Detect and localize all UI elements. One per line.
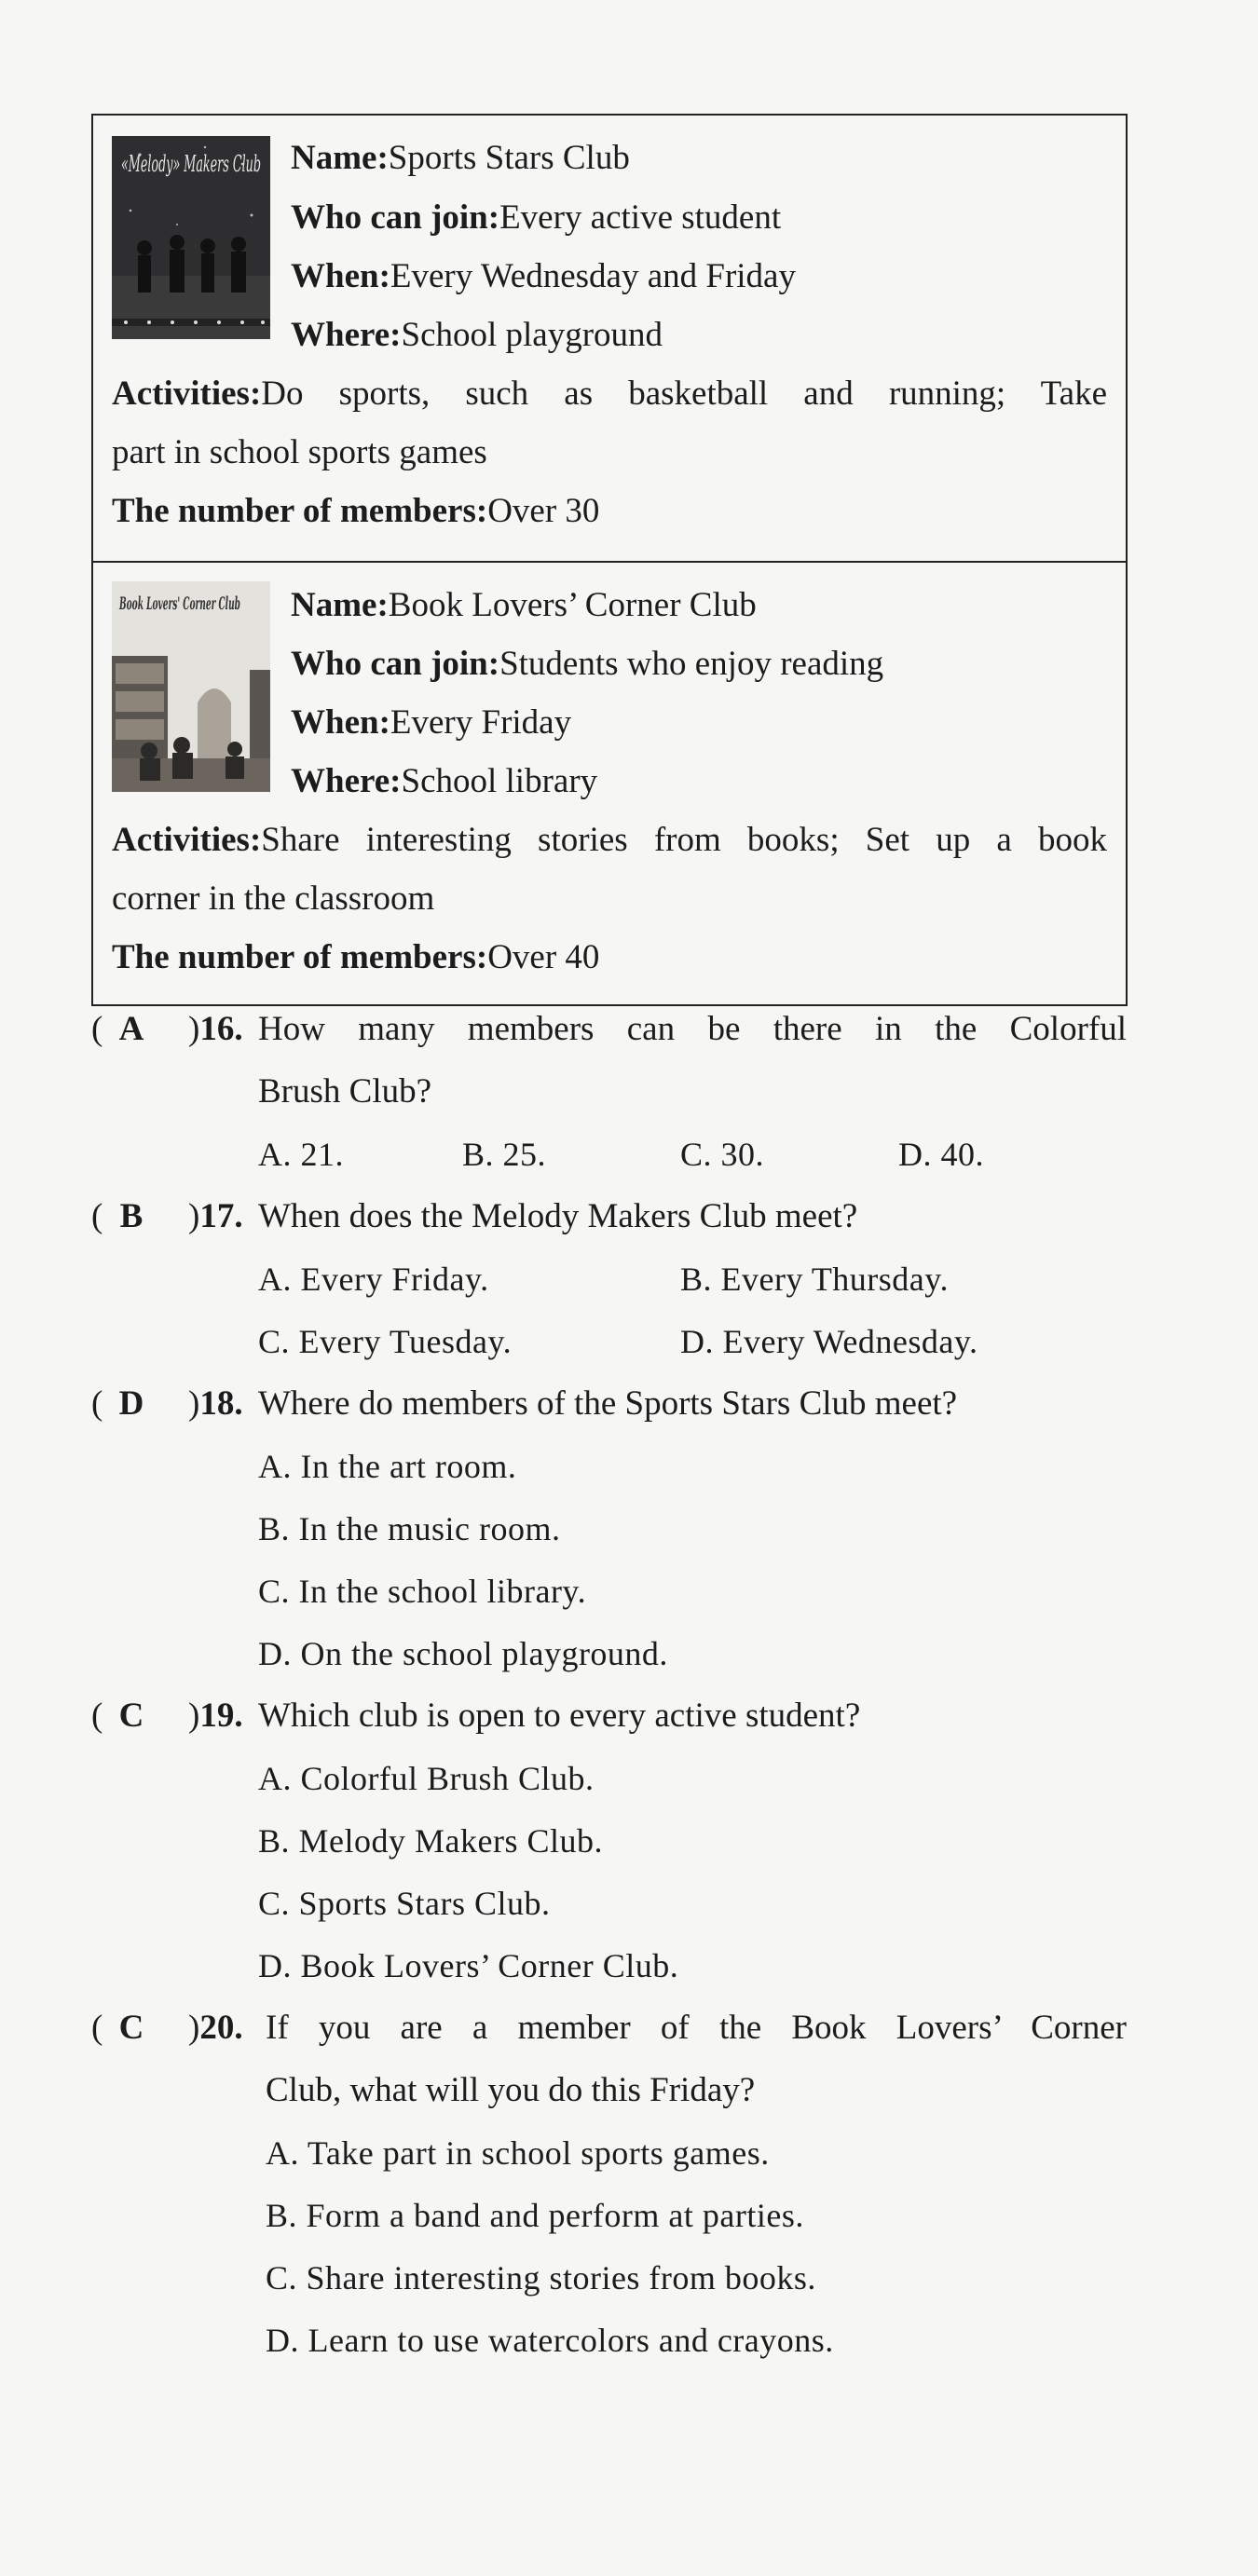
option-a[interactable]: A. In the art room. — [258, 1448, 517, 1485]
question-text: Which club is open to every active student? — [258, 1697, 861, 1735]
activities-row — [112, 820, 1107, 861]
option-a[interactable]: A. Take part in school sports games. — [266, 2134, 770, 2172]
image-title-text: Book Lovers' Corner Club — [118, 593, 241, 614]
name-label: Name: — [291, 586, 389, 624]
option-d[interactable]: D. Every Wednesday. — [680, 1323, 978, 1360]
answer-bracket: ( A — [91, 1009, 103, 1050]
join-label: Who can join: — [291, 645, 500, 683]
activities-label: Activities: — [112, 375, 262, 413]
option-c[interactable]: C. Share interesting stories from books. — [266, 2259, 816, 2297]
answer-letter: C — [118, 2009, 144, 2047]
who-can-join-row — [291, 198, 781, 239]
question-number: )19. — [188, 1697, 243, 1735]
question-text: When does the Melody Makers Club meet? — [258, 1197, 858, 1235]
option-b[interactable]: B. In the music room. — [258, 1510, 561, 1547]
answer-bracket: ( C — [91, 2008, 103, 2049]
question-number: )16. — [188, 1010, 243, 1048]
where-row — [291, 315, 663, 356]
activities-value: Do sports, such as basketball and running; Take — [261, 375, 1107, 413]
answer-letter: D — [118, 1384, 144, 1423]
answer-letter: C — [118, 1697, 144, 1735]
activities-row — [112, 374, 1107, 415]
question-text-continued: Club, what will you do this Friday? — [266, 2071, 756, 2109]
option-b[interactable]: B. Every Thursday. — [680, 1261, 949, 1298]
members-value: Over 30 — [487, 492, 600, 530]
question-text: If you are a member of the Book Lovers’ Corner — [266, 2009, 1127, 2047]
when-label: When: — [291, 703, 390, 742]
where-value: School library — [401, 762, 598, 800]
option-d[interactable]: D. On the school playground. — [258, 1635, 668, 1672]
option-a[interactable]: A. 21. — [258, 1136, 344, 1173]
club-entry-book-lovers — [93, 561, 1126, 1006]
answer-bracket: ( C — [91, 1696, 103, 1737]
activities-value: Share interesting stories from books; Set up a book — [261, 821, 1107, 859]
activities-continued: corner in the classroom — [112, 879, 435, 918]
where-value: School playground — [401, 316, 663, 354]
book-lovers-club-image — [112, 581, 270, 792]
members-row — [112, 937, 599, 978]
when-value: Every Friday — [390, 703, 572, 742]
answer-bracket: ( D — [91, 1383, 103, 1424]
question-number: )17. — [188, 1197, 243, 1235]
option-a[interactable]: A. Every Friday. — [258, 1261, 489, 1298]
melody-makers-club-image — [112, 136, 270, 339]
option-c[interactable]: C. Every Tuesday. — [258, 1323, 513, 1360]
where-label: Where: — [291, 316, 402, 354]
join-value: Students who enjoy reading — [499, 645, 884, 683]
club-name: Sports Stars Club — [388, 139, 630, 177]
option-b[interactable]: B. 25. — [462, 1136, 547, 1173]
club-entry-sports-stars — [93, 116, 1126, 561]
option-c[interactable]: C. Sports Stars Club. — [258, 1885, 551, 1922]
question-text: Where do members of the Sports Stars Club meet? — [258, 1384, 958, 1423]
join-label: Who can join: — [291, 198, 500, 237]
members-value: Over 40 — [487, 938, 600, 976]
club-name-row — [291, 138, 630, 179]
when-label: When: — [291, 257, 390, 295]
question-number: )18. — [188, 1384, 243, 1423]
when-row — [291, 702, 571, 743]
who-can-join-row — [291, 644, 883, 685]
answer-bracket: ( B — [91, 1196, 103, 1237]
club-info-table — [91, 114, 1128, 1006]
activities-continued: part in school sports games — [112, 433, 487, 471]
when-value: Every Wednesday and Friday — [390, 257, 796, 295]
option-d[interactable]: D. Learn to use watercolors and crayons. — [266, 2322, 834, 2359]
club-name: Book Lovers’ Corner Club — [388, 586, 757, 624]
option-d[interactable]: D. 40. — [898, 1136, 984, 1173]
members-row — [112, 491, 599, 532]
where-row — [291, 761, 597, 802]
option-b[interactable]: B. Form a band and perform at parties. — [266, 2197, 804, 2234]
answer-letter: B — [119, 1197, 144, 1235]
image-title-text: «Melody» Makers Club — [121, 151, 261, 177]
option-c[interactable]: C. In the school library. — [258, 1573, 587, 1610]
activities-label: Activities: — [112, 821, 262, 859]
when-row — [291, 256, 796, 297]
question-text: How many members can be there in the Colorful — [258, 1010, 1127, 1048]
name-label: Name: — [291, 139, 389, 177]
question-text-continued: Brush Club? — [258, 1072, 432, 1111]
answer-letter: A — [118, 1010, 144, 1048]
join-value: Every active student — [499, 198, 782, 237]
option-a[interactable]: A. Colorful Brush Club. — [258, 1760, 595, 1797]
where-label: Where: — [291, 762, 402, 800]
club-name-row — [291, 585, 757, 626]
members-label: The number of members: — [112, 492, 488, 530]
option-d[interactable]: D. Book Lovers’ Corner Club. — [258, 1947, 679, 1984]
option-b[interactable]: B. Melody Makers Club. — [258, 1822, 603, 1860]
members-label: The number of members: — [112, 938, 488, 976]
option-c[interactable]: C. 30. — [680, 1136, 765, 1173]
question-number: )20. — [188, 2009, 243, 2047]
